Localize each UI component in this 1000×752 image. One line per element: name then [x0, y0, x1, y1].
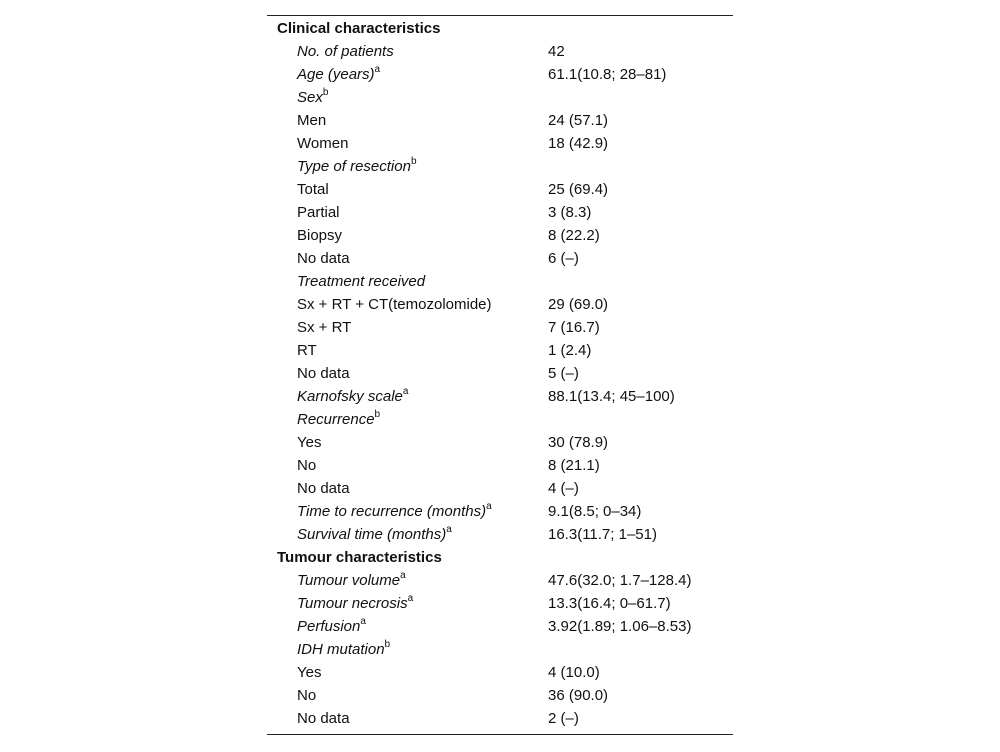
table-row: [267, 431, 733, 454]
table-row: [267, 339, 733, 362]
row-label-text: No. of patients: [297, 43, 394, 60]
row-label-text: No: [297, 687, 317, 704]
footnote-marker: a: [407, 593, 414, 604]
section-title: [277, 546, 442, 569]
footnote-marker: b: [322, 87, 329, 98]
row-label-text: RT: [297, 342, 317, 359]
row-value: 61.1(10.8; 28–81): [548, 66, 667, 83]
row-label-text: No data: [297, 365, 350, 382]
row-label-text: No data: [297, 710, 350, 727]
table-row: [267, 40, 733, 63]
row-label: [297, 408, 380, 431]
footnote-marker: b: [374, 409, 381, 420]
table-row: [267, 454, 733, 477]
row-label-text: No: [297, 457, 317, 474]
row-label: [297, 523, 452, 546]
table-row: [267, 132, 733, 155]
row-label-text: Sex: [297, 89, 323, 106]
footnote-marker: a: [486, 501, 492, 512]
row-label-text: Age (years): [297, 66, 375, 83]
row-label-text: Survival time (months): [297, 526, 447, 543]
row-label-text: Type of resection: [297, 158, 411, 175]
row-label-text: Biopsy: [297, 227, 343, 244]
table-row: [267, 63, 733, 86]
row-label-text: Treatment received: [297, 273, 426, 290]
table-row: [267, 684, 733, 707]
row-label-text: Time to recurrence (months): [297, 503, 487, 520]
row-label-text: IDH mutation: [297, 641, 385, 658]
table-row: [267, 224, 733, 247]
footnote-marker: a: [374, 64, 381, 75]
footnote-marker: a: [402, 386, 409, 397]
table-row: [267, 385, 733, 408]
table-row: [267, 109, 733, 132]
row-label-text: Partial: [297, 204, 340, 221]
row-value: 36 (90.0): [548, 687, 609, 704]
row-value: 6 (–): [548, 250, 579, 267]
table-row: [267, 477, 733, 500]
row-value: 24 (57.1): [548, 112, 609, 129]
table-row: [267, 500, 733, 523]
row-label: [297, 40, 394, 63]
row-label-text: Yes: [297, 434, 322, 451]
row-value: 18 (42.9): [548, 135, 609, 152]
section-header-row: [267, 17, 733, 40]
row-value: 88.1(13.4; 45–100): [548, 388, 675, 405]
table-row: [267, 408, 733, 431]
row-label-text: Sx + RT: [297, 319, 352, 336]
row-label: [297, 63, 380, 86]
table-row: [267, 178, 733, 201]
row-label-text: Men: [297, 112, 327, 129]
row-label: [297, 592, 413, 615]
row-label-text: Tumour characteristics: [277, 549, 442, 566]
row-value: 16.3(11.7; 1–51): [548, 526, 657, 543]
row-label: [297, 477, 350, 500]
table-row: [267, 270, 733, 293]
row-label: [297, 247, 350, 270]
row-label-text: No data: [297, 480, 350, 497]
row-value: 47.6(32.0; 1.7–128.4): [548, 572, 692, 589]
row-label: [297, 638, 390, 661]
table-row: [267, 615, 733, 638]
row-label-text: Tumour necrosis: [297, 595, 408, 612]
section-header-row: [267, 546, 733, 569]
row-label: [297, 339, 317, 362]
row-value: 4 (10.0): [548, 664, 600, 681]
row-label-text: Tumour volume: [297, 572, 401, 589]
row-label-text: Total: [297, 181, 329, 198]
row-label: [297, 362, 350, 385]
table-row: [267, 86, 733, 109]
row-value: 4 (–): [548, 480, 579, 497]
row-label: [297, 661, 321, 684]
row-label: [297, 569, 406, 592]
row-value: 8 (22.2): [548, 227, 600, 244]
row-label: [297, 293, 492, 316]
characteristics-table: [267, 15, 733, 735]
section-title: [277, 17, 440, 40]
row-label: [297, 178, 329, 201]
table-row: [267, 155, 733, 178]
table-row: [267, 638, 733, 661]
row-value: 9.1(8.5; 0–34): [548, 503, 642, 520]
footnote-marker: b: [410, 156, 417, 167]
row-value: 8 (21.1): [548, 457, 600, 474]
row-label: [297, 316, 351, 339]
row-value: 2 (–): [548, 710, 579, 727]
row-value: 29 (69.0): [548, 296, 609, 313]
row-label: [297, 224, 342, 247]
row-value: 42: [548, 43, 565, 60]
row-value: 13.3(16.4; 0–61.7): [548, 595, 671, 612]
row-label: [297, 454, 316, 477]
footnote-marker: b: [384, 639, 391, 650]
row-label: [297, 615, 366, 638]
row-label: [297, 707, 350, 730]
row-value: 1 (2.4): [548, 342, 592, 359]
row-label: [297, 132, 348, 155]
row-label-text: Yes: [297, 664, 322, 681]
footnote-marker: a: [446, 524, 452, 535]
table-row: [267, 362, 733, 385]
row-value: 30 (78.9): [548, 434, 609, 451]
table-row: [267, 523, 733, 546]
row-label-text: Sx + RT + CT(temozolomide): [297, 296, 492, 313]
row-label: [297, 155, 417, 178]
row-label-text: No data: [297, 250, 350, 267]
row-label: [297, 385, 408, 408]
table-row: [267, 316, 733, 339]
row-label-text: Women: [297, 135, 349, 152]
row-label-text: Clinical characteristics: [277, 20, 441, 37]
footnote-marker: a: [400, 570, 406, 581]
row-label-text: Recurrence: [297, 411, 375, 428]
table-row: [267, 661, 733, 684]
row-label-text: Perfusion: [297, 618, 361, 635]
row-value: 25 (69.4): [548, 181, 609, 198]
table-row: [267, 293, 733, 316]
row-label-text: Karnofsky scale: [297, 388, 403, 405]
row-value: 3 (8.3): [548, 204, 592, 221]
row-label: [297, 109, 326, 132]
footnote-marker: a: [360, 616, 366, 627]
row-value: 7 (16.7): [548, 319, 600, 336]
table-row: [267, 247, 733, 270]
row-label: [297, 684, 316, 707]
row-label: [297, 431, 321, 454]
row-value: 3.92(1.89; 1.06–8.53): [548, 618, 692, 635]
row-label: [297, 500, 492, 523]
row-value: 5 (–): [548, 365, 579, 382]
row-label: [297, 86, 328, 109]
row-label: [297, 270, 425, 293]
table-row: [267, 707, 733, 730]
table-row: [267, 569, 733, 592]
table-row: [267, 201, 733, 224]
row-label: [297, 201, 340, 224]
table-row: [267, 592, 733, 615]
